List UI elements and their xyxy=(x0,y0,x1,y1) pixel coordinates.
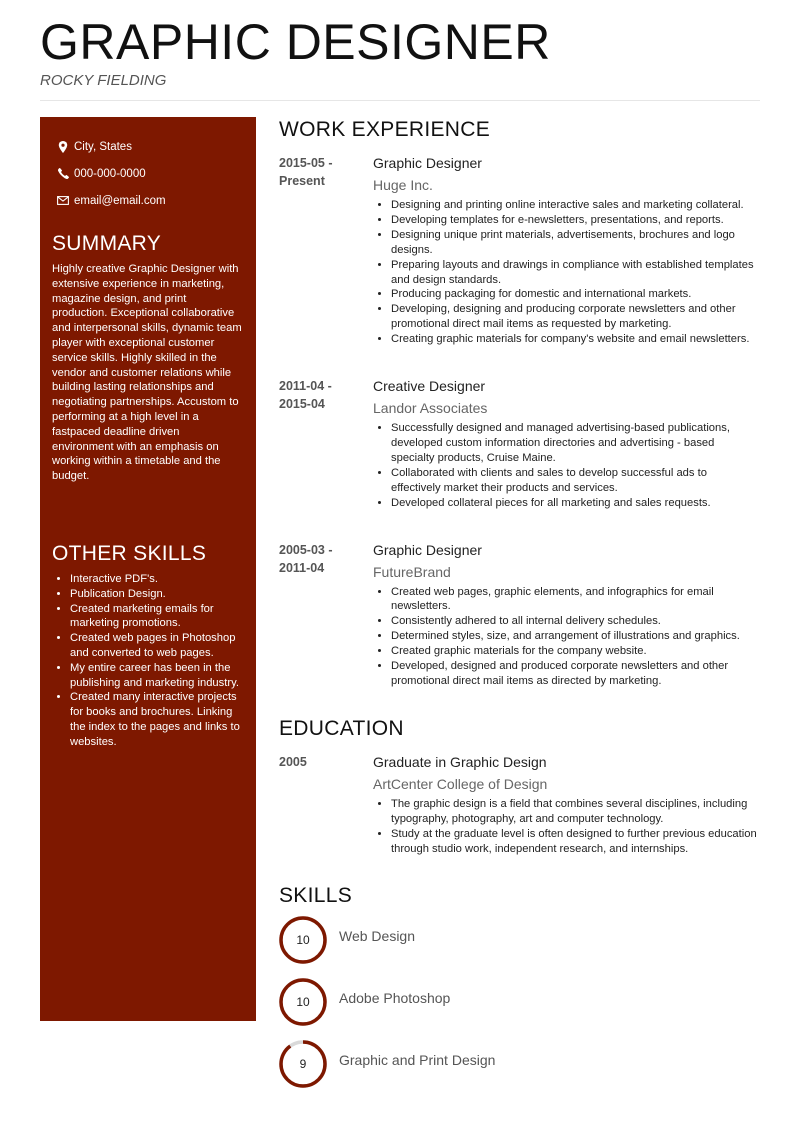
list-item: • Created many interactive projects for books and brochures. Linking the index to the pages and links to websites. xyxy=(70,690,244,749)
list-item: • Created web pages in Photoshop and converted to web pages. xyxy=(70,631,244,661)
other-skills-list xyxy=(52,572,244,750)
job-dates xyxy=(279,377,373,510)
list-item: • Developed collateral pieces for all marketing and sales requests. xyxy=(391,496,759,511)
spacer xyxy=(279,856,759,884)
page-title: GRAPHIC DESIGNER xyxy=(40,14,551,70)
list-item: • Interactive PDF's. xyxy=(70,572,244,587)
list-item: • Developed, designed and produced corporate newsletters and other promotional direct mail items as directed by marketing. xyxy=(391,659,759,689)
list-item: • The graphic design is a field that combines several disciplines, including typography, photography, art and computer technology. xyxy=(391,797,759,827)
education-entry xyxy=(279,753,759,857)
location-text: City, States xyxy=(74,140,132,153)
skill-name: Web Design xyxy=(339,928,416,945)
skill-name: Adobe Photoshop xyxy=(339,990,451,1007)
contact-phone xyxy=(52,160,244,187)
skill-level-ring xyxy=(279,1040,327,1088)
list-item: • My entire career has been in the publishing and marketing industry. xyxy=(70,661,244,691)
date-end: 2015-04 xyxy=(279,397,325,412)
skills-grid xyxy=(279,916,759,1102)
list-item: • Producing packaging for domestic and international markets. xyxy=(391,287,759,302)
list-item: • Study at the graduate level is often designed to further previous education through studio work, independent research, and internships. xyxy=(391,827,759,857)
date-start: 2011-04 - xyxy=(279,379,332,394)
list-item: • Designing unique print materials, advertisements, brochures and logo designs. xyxy=(391,228,759,258)
candidate-name: ROCKY FIELDING xyxy=(40,72,167,89)
other-skills-heading: OTHER SKILLS xyxy=(52,541,207,565)
job-company: Landor Associates xyxy=(373,400,488,417)
job-body xyxy=(373,377,759,510)
list-item: • Created marketing emails for marketing promotions. xyxy=(70,602,244,632)
map-pin-icon xyxy=(56,140,70,154)
skill-name: Graphic and Print Design xyxy=(339,1052,496,1069)
job-company: FutureBrand xyxy=(373,563,451,580)
school-name: ArtCenter College of Design xyxy=(373,775,548,792)
job-bullets xyxy=(373,198,759,347)
spacer xyxy=(279,689,759,717)
job-title: Graphic Designer xyxy=(373,155,482,171)
skill-item xyxy=(279,916,527,978)
education-date: 2005 xyxy=(279,754,307,769)
list-item: • Publication Design. xyxy=(70,587,244,602)
summary-heading: SUMMARY xyxy=(52,232,162,255)
job-company: Huge Inc. xyxy=(373,177,433,193)
list-item: • Collaborated with clients and sales to develop successful ads to effectively market their products and services. xyxy=(391,466,759,496)
job-dates xyxy=(279,541,373,689)
list-item: • Creating graphic materials for company's website and email newsletters. xyxy=(391,332,759,347)
education-body xyxy=(373,753,759,857)
skill-item xyxy=(279,1040,527,1102)
job-body xyxy=(373,154,759,347)
degree-title: Graduate in Graphic Design xyxy=(373,753,547,770)
job-entry xyxy=(279,154,759,347)
main-column xyxy=(279,118,759,1102)
work-experience-heading: WORK EXPERIENCE xyxy=(279,118,491,141)
list-item: • Consistently adhered to all internal delivery schedules. xyxy=(391,614,759,629)
contact-location xyxy=(52,133,244,160)
list-item: • Successfully designed and managed advertising-based publications, developed custom information directories and advertising - based specialty products, Cruise Maine. xyxy=(391,421,759,466)
date-start: 2005-03 - xyxy=(279,542,333,557)
date-start: 2015-05 - xyxy=(279,156,333,170)
skill-level-ring xyxy=(279,916,327,964)
envelope-icon xyxy=(56,194,70,208)
list-item: • Determined styles, size, and arrangement of illustrations and graphics. xyxy=(391,629,759,644)
spacer xyxy=(279,347,759,371)
skills-heading: SKILLS xyxy=(279,884,353,908)
job-dates xyxy=(279,154,373,347)
contact-block xyxy=(52,133,244,214)
skill-item xyxy=(279,978,527,1040)
job-entry xyxy=(279,377,759,510)
job-body xyxy=(373,541,759,689)
list-item: • Preparing layouts and drawings in compliance with established templates and design standards. xyxy=(391,258,759,288)
education-bullets xyxy=(373,797,759,857)
date-end: 2011-04 xyxy=(279,560,325,575)
skill-level-value: 10 xyxy=(296,933,310,948)
job-entry xyxy=(279,541,759,689)
skill-level-value: 10 xyxy=(296,995,310,1010)
list-item: • Developing, designing and producing corporate newsletters and other promotional direct mail items as requested by marketing. xyxy=(391,302,759,332)
job-title: Creative Designer xyxy=(373,378,486,395)
skill-level-value: 9 xyxy=(299,1057,307,1072)
job-bullets xyxy=(373,421,759,510)
spacer xyxy=(279,511,759,535)
list-item: • Designing and printing online interactive sales and marketing collateral. xyxy=(391,198,759,213)
phone-icon xyxy=(56,167,70,181)
job-bullets xyxy=(373,585,759,689)
list-item: • Created web pages, graphic elements, and infographics for email newsletters. xyxy=(391,585,759,615)
education-heading: EDUCATION xyxy=(279,716,404,740)
job-title: Graphic Designer xyxy=(373,541,482,558)
email-link[interactable]: email@email.com xyxy=(74,194,166,207)
contact-email xyxy=(52,187,244,214)
sidebar xyxy=(40,117,256,1021)
list-item: • Created graphic materials for the company website. xyxy=(391,644,759,659)
header-divider xyxy=(40,100,760,101)
list-item: • Developing templates for e-newsletters, presentations, and reports. xyxy=(391,213,759,228)
phone-text: 000-000-0000 xyxy=(74,167,146,180)
summary-text: Highly creative Graphic Designer with extensive experience in marketing, magazine design, and print production. Exceptional collaborative and interpersonal skills, dynamic team player with exceptional customer service skills. Highly skilled in the vendor and customer relations while building lasting relationships and negotiating partnerships. Accustom to performing at a high level in a fastpaced deadline driven environment with an emphasis on working within a timetable and the budget. xyxy=(52,263,242,483)
resume-header xyxy=(40,14,551,89)
date-end: Present xyxy=(279,174,325,188)
skill-level-ring xyxy=(279,978,327,1026)
